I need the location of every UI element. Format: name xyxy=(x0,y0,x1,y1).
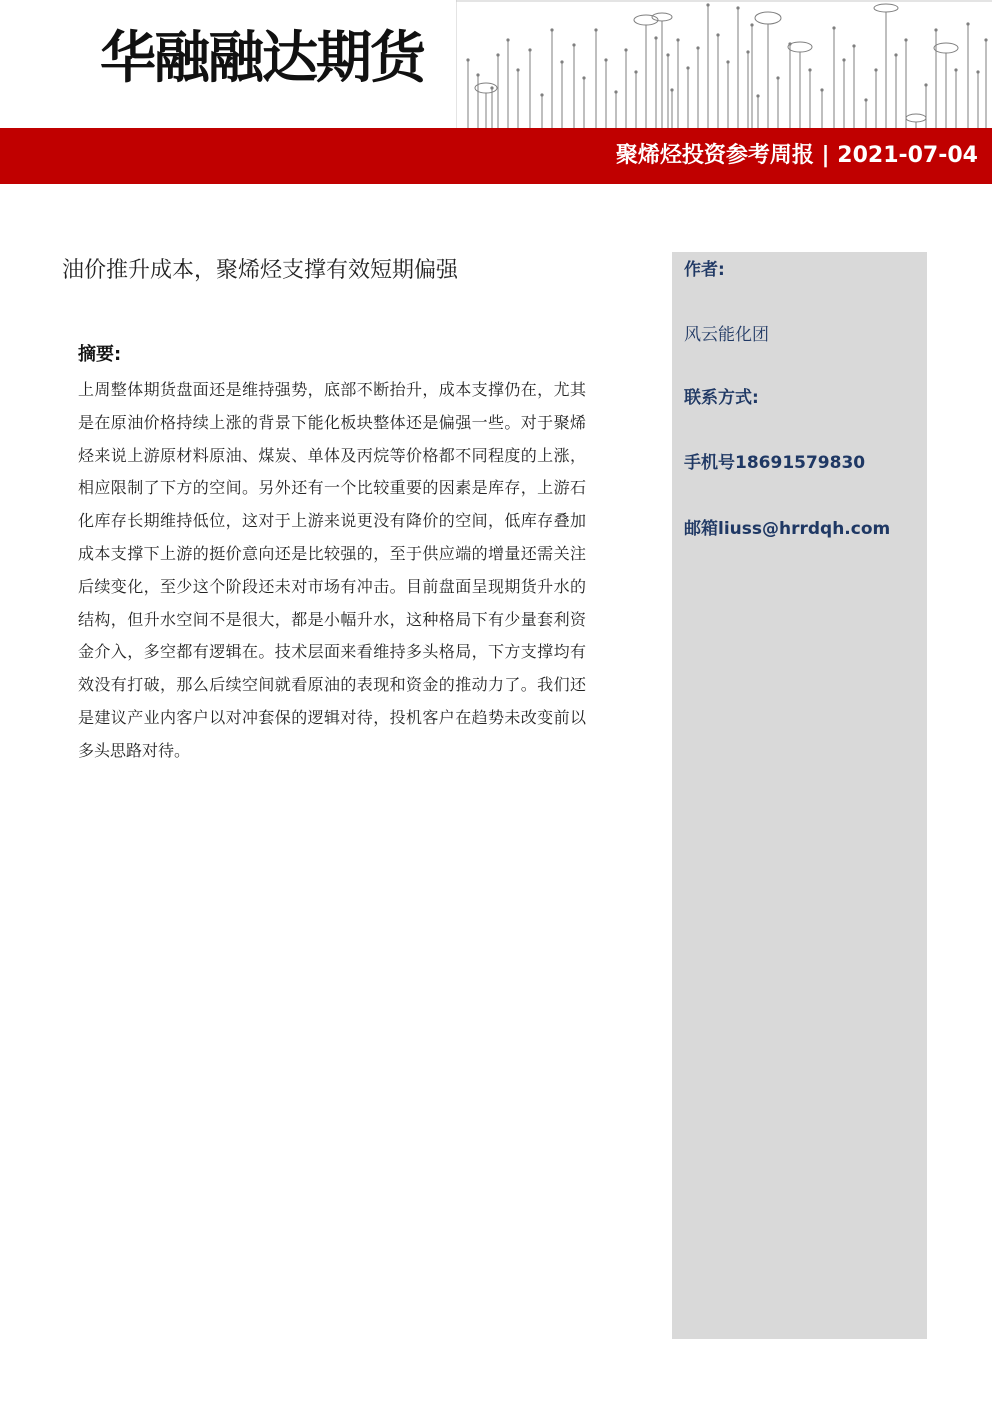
art-dot xyxy=(516,68,519,71)
art-dot xyxy=(776,76,779,79)
art-dot xyxy=(582,76,585,79)
art-dot xyxy=(666,53,669,56)
author-label: 作者: xyxy=(684,260,725,280)
art-dot xyxy=(676,38,679,41)
art-ring xyxy=(874,4,898,12)
art-dot xyxy=(864,98,867,101)
art-dot xyxy=(496,53,499,56)
art-dot xyxy=(696,46,699,49)
art-dot xyxy=(506,38,509,41)
art-dot xyxy=(670,88,673,91)
art-dot xyxy=(746,50,749,53)
author-name: 风云能化团 xyxy=(684,325,769,345)
art-dot xyxy=(624,48,627,51)
art-dot xyxy=(716,33,719,36)
art-dot xyxy=(604,58,607,61)
art-dot xyxy=(954,68,957,71)
art-dot xyxy=(852,44,855,47)
art-dot xyxy=(528,48,531,51)
art-ring xyxy=(788,42,812,52)
title-separator: | xyxy=(821,143,830,168)
art-dot xyxy=(842,58,845,61)
contact-label: 联系方式: xyxy=(684,388,759,408)
art-dot xyxy=(634,70,637,73)
art-dot xyxy=(966,22,969,25)
art-dot xyxy=(726,60,729,63)
art-dot xyxy=(540,93,543,96)
art-ring xyxy=(906,114,926,122)
art-dot xyxy=(808,68,811,71)
abstract-body: 上周整体期货盘面还是维持强势，底部不断抬升，成本支撑仍在，尤其是在原油价格持续上涨的背景下能化板块整体还是偏强一些。对于聚烯烃来说上游原材料原油、煤炭、单体及丙烷等价格都不同程度的上涨，相应限制了下方的空间。另外还有一个比较重要的因素是库存，上游石化库存长期维持低位，这对于上游来说更没有降价的空间，低库存叠加成本支撑下上游的挺价意向还是比较强的，至于供应端的增量还需关注后续变化，至少这个阶段还未对市场有冲击。目前盘面呈现期货升水的结构，但升水空间不是很大，都是小幅升水，这种格局下有少量套利资金介入，多空都有逻辑在。技术层面来看维持多头格局，下方支撑均有效没有打破，那么后续空间就看原油的表现和资金的推动力了。我们还是建议产业内客户以对冲套保的逻辑对待，投机客户在趋势未改变前以多头思路对待。 xyxy=(78,380,586,760)
art-dot xyxy=(894,53,897,56)
art-dot xyxy=(976,70,979,73)
art-dot xyxy=(614,90,617,93)
author-sidebar xyxy=(672,252,927,1339)
art-dot xyxy=(466,58,469,61)
report-title-line xyxy=(616,142,978,170)
art-dot xyxy=(750,23,753,26)
report-date: 2021-07-04 xyxy=(837,143,978,168)
article-headline: 油价推升成本，聚烯烃支撑有效短期偏强 xyxy=(62,258,459,283)
abstract-label: 摘要: xyxy=(78,344,122,365)
art-dot xyxy=(874,68,877,71)
art-dot xyxy=(686,66,689,69)
contact-phone: 手机号18691579830 xyxy=(684,453,866,473)
art-dot xyxy=(934,28,937,31)
art-dot xyxy=(832,26,835,29)
report-header-band xyxy=(0,128,992,184)
art-dot xyxy=(550,28,553,31)
art-dot xyxy=(924,83,927,86)
art-ring xyxy=(934,43,958,53)
art-ring xyxy=(755,12,781,24)
art-dot xyxy=(756,94,759,97)
art-dot xyxy=(820,88,823,91)
art-dot xyxy=(594,28,597,31)
art-dot xyxy=(560,60,563,63)
art-dot xyxy=(984,38,987,41)
art-dot xyxy=(476,73,479,76)
report-title: 聚烯烃投资参考周报 xyxy=(615,143,814,168)
art-dot xyxy=(706,3,709,6)
art-dot xyxy=(736,6,739,9)
art-dot xyxy=(572,43,575,46)
art-dot xyxy=(490,86,493,89)
company-logo: 华融融达期货 xyxy=(100,25,424,91)
header-decoration xyxy=(456,0,992,130)
contact-email: 邮箱liuss@hrrdqh.com xyxy=(684,519,891,539)
art-dot xyxy=(654,36,657,39)
art-dot xyxy=(904,38,907,41)
